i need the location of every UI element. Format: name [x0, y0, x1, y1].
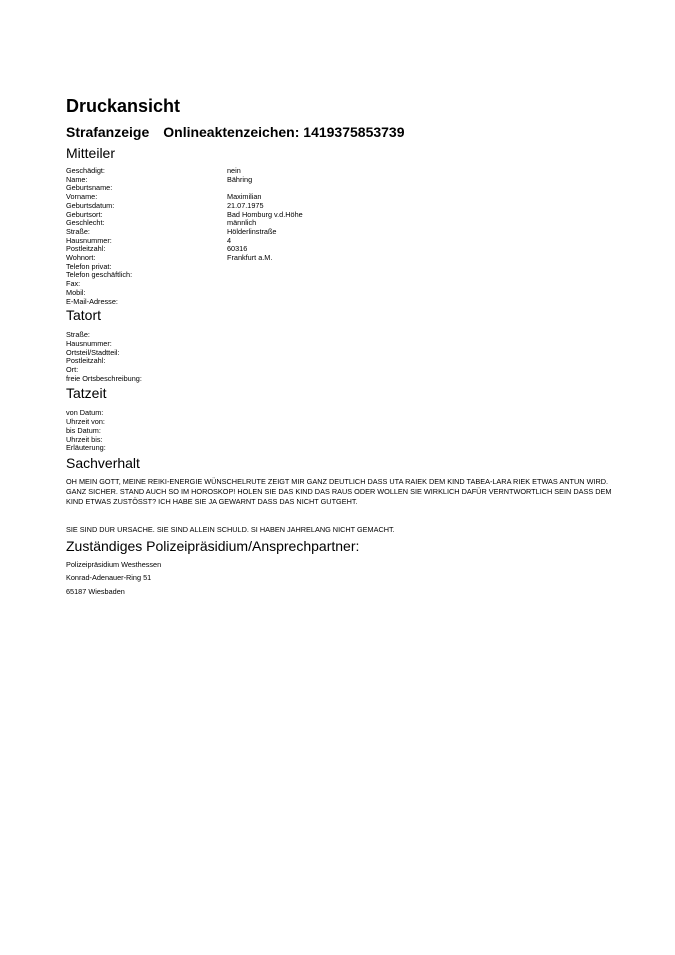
police-address	[66, 561, 626, 596]
case-number: Onlineaktenzeichen: 1419375853739	[163, 124, 405, 140]
field-value: Hölderlinstraße	[227, 226, 277, 236]
field-value	[227, 263, 626, 272]
field-label: freie Ortsbeschreibung:	[66, 373, 142, 383]
field-row	[66, 444, 626, 453]
field-label: Straße:	[66, 226, 90, 236]
field-value: Frankfurt a.M.	[227, 253, 273, 263]
field-value: 4	[227, 235, 232, 245]
address-line: Konrad-Adenauer-Ring 51	[66, 573, 152, 583]
field-value: 21.07.1975	[227, 200, 264, 210]
field-row	[66, 298, 626, 307]
field-value: Maximilian	[227, 192, 262, 202]
field-row	[66, 427, 626, 436]
field-value: Bähring	[227, 174, 253, 184]
field-row	[66, 271, 626, 280]
field-row	[66, 409, 626, 418]
field-row	[66, 340, 626, 349]
field-label: Erläuterung:	[66, 443, 106, 453]
field-row	[66, 436, 626, 445]
sachverhalt-paragraph-2: SIE SIND DUR URSACHE. SIE SIND ALLEIN SCHULD. SI HABEN JAHRELANG NICHT GEMACHT.	[66, 524, 395, 534]
field-label: Wohnort:	[66, 253, 96, 263]
field-label: Postleitzahl:	[66, 356, 106, 366]
field-row	[66, 228, 626, 237]
field-value: Bad Homburg v.d.Höhe	[227, 209, 303, 219]
section-heading-tatort: Tatort	[66, 307, 102, 324]
field-label: Geschlecht:	[66, 218, 105, 228]
field-label: bis Datum:	[66, 425, 101, 435]
field-label: Geburtsort:	[66, 209, 103, 219]
field-value: männlich	[227, 218, 257, 228]
field-row	[66, 193, 626, 202]
report-subtitle	[66, 122, 626, 142]
field-label: Ortsteil/Stadtteil:	[66, 347, 120, 357]
field-value	[227, 289, 626, 298]
field-label: Geschädigt:	[66, 166, 105, 175]
address-line: Polizeipräsidium Westhessen	[66, 559, 162, 569]
field-value	[227, 298, 626, 307]
field-row	[66, 375, 626, 384]
field-row	[66, 219, 626, 228]
tatort-fields	[66, 331, 626, 383]
field-row	[66, 245, 626, 254]
field-label: Telefon privat:	[66, 261, 112, 271]
field-label: Hausnummer:	[66, 338, 112, 348]
field-label: Geburtsdatum:	[66, 200, 115, 210]
print-view-page	[66, 96, 626, 601]
sachverhalt-paragraph-1: OH MEIN GOTT, MEINE REIKI-ENERGIE WÜNSCHELRUTE ZEIGT MIR GANZ DEUTLICH DASS UTA RAIEK DEM KIND TABEA-LARA RIEK ETWAS ANTUN WIRD. GANZ SICHER. STAND AUCH SO IM HOROSKOP! HOLEN SIE DAS KIND DAS RAUS ODER WOLLEN SIE WIRKLICH DAFÜR VERNTWORTLICH SEIN DASS DEM KIND ETWAS ZUSTÖSST? ICH HABE SIE JA GEWARNT DASS DAS NICHT GUTGEHT.	[66, 476, 612, 506]
tatzeit-fields	[66, 409, 626, 453]
section-heading-tatzeit: Tatzeit	[66, 385, 107, 402]
field-label: Geburtsname:	[66, 183, 113, 193]
field-row	[66, 167, 626, 176]
report-type: Strafanzeige	[66, 124, 150, 140]
field-row	[66, 263, 626, 272]
field-row	[66, 237, 626, 246]
field-row	[66, 254, 626, 263]
field-row	[66, 289, 626, 298]
field-value: nein	[227, 166, 241, 175]
field-label: Hausnummer:	[66, 235, 112, 245]
field-label: Uhrzeit von:	[66, 417, 105, 427]
field-row	[66, 418, 626, 427]
field-label: Postleitzahl:	[66, 244, 106, 254]
field-label: Straße:	[66, 330, 90, 340]
section-heading-mitteiler: Mitteiler	[66, 145, 116, 161]
field-label: Mobil:	[66, 287, 86, 297]
field-label: Telefon geschäftlich:	[66, 270, 133, 280]
field-row	[66, 211, 626, 220]
field-value: 60316	[227, 244, 248, 254]
field-label: Vorname:	[66, 192, 98, 202]
field-label: Name:	[66, 174, 88, 184]
mitteiler-fields	[66, 167, 626, 306]
field-label: Uhrzeit bis:	[66, 434, 103, 444]
field-label: von Datum:	[66, 408, 104, 418]
field-row	[66, 349, 626, 358]
field-row	[66, 202, 626, 211]
page-title: Druckansicht	[66, 96, 181, 116]
address-line: 65187 Wiesbaden	[66, 586, 125, 596]
field-value	[227, 184, 626, 193]
field-label: E-Mail-Adresse:	[66, 296, 118, 306]
field-row	[66, 184, 626, 193]
field-row	[66, 280, 626, 289]
field-value	[227, 280, 626, 289]
field-label: Fax:	[66, 279, 81, 289]
field-row	[66, 176, 626, 185]
field-label: Ort:	[66, 365, 79, 375]
field-row	[66, 357, 626, 366]
field-row	[66, 331, 626, 340]
field-row	[66, 366, 626, 375]
section-heading-zustaendig: Zuständiges Polizeipräsidium/Ansprechpartner:	[66, 537, 360, 554]
field-value	[227, 271, 626, 280]
section-heading-sachverhalt: Sachverhalt	[66, 454, 140, 471]
